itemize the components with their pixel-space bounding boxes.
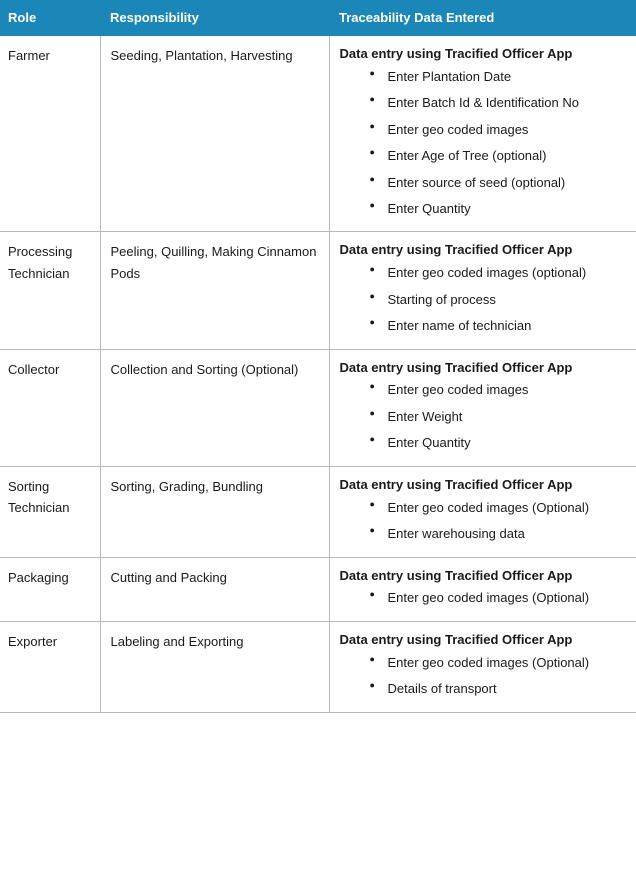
data-entry-list [340,66,631,220]
role-label: Exporter [8,633,58,649]
table-row [0,466,636,557]
cell-traceability [329,36,636,232]
table-row [0,232,636,349]
column-header-role: Role [0,0,100,36]
list-item: ● Enter geo coded images (Optional) [370,652,631,678]
data-entry-title: Data entry using Tracified Officer App [339,476,573,492]
role-label: Farmer [8,48,50,63]
cell-responsibility [100,466,329,557]
cell-role [0,557,100,621]
list-item: ● Enter geo coded images (Optional) [370,497,631,523]
list-item: ● Enter geo coded images (Optional) [370,587,631,608]
cell-role [0,349,100,466]
list-item: ● Enter name of technician [370,315,631,336]
data-entry-title: Data entry using Tracified Officer App [339,567,573,583]
table-header-row [0,0,636,36]
list-item: ● Enter Quantity [370,432,631,453]
cell-responsibility [100,557,329,621]
column-header-responsibility: Responsibility [100,0,329,36]
data-entry-list [340,379,631,453]
responsibility-label: Collection and Sorting (Optional) [110,361,299,377]
table-body [0,36,636,712]
cell-traceability [329,557,636,621]
role-label: Processing Technician [8,244,73,281]
cell-responsibility [100,36,329,232]
list-item: ● Enter Age of Tree (optional) [370,145,631,171]
cell-responsibility [100,349,329,466]
role-label: Sorting Technician [8,478,70,516]
data-entry-title: Data entry using Tracified Officer App [339,359,573,375]
data-entry-title: Data entry using Tracified Officer App [339,46,573,61]
cell-role [0,466,100,557]
list-item: ● Enter Batch Id & Identification No [370,92,631,118]
data-entry-list [340,262,631,336]
data-entry-list [340,652,631,700]
role-label: Packaging [8,569,69,585]
table-row [0,349,636,466]
responsibility-label: Sorting, Grading, Bundling [110,478,263,494]
list-item: ● Details of transport [370,678,631,699]
responsibility-label: Peeling, Quilling, Making Cinnamon Pods [110,244,317,281]
data-entry-title: Data entry using Tracified Officer App [339,242,573,258]
cell-role [0,36,100,232]
table-row [0,557,636,621]
table-row [0,36,636,232]
data-entry-list [340,587,631,608]
table-header [0,0,636,36]
role-label: Collector [8,361,60,377]
list-item: ● Enter geo coded images [370,379,631,405]
list-item: ● Enter geo coded images (optional) [370,262,631,288]
column-header-traceability: Traceability Data Entered [329,0,636,36]
data-entry-title: Data entry using Tracified Officer App [339,631,573,647]
list-item: ● Enter Weight [370,406,631,432]
list-item: ● Enter Plantation Date [370,66,631,92]
list-item: ● Enter Quantity [370,198,631,219]
responsibility-label: Labeling and Exporting [110,633,244,649]
cell-responsibility [100,621,329,712]
data-entry-list [340,497,631,545]
cell-role [0,232,100,349]
cell-traceability [329,349,636,466]
cell-traceability [329,232,636,349]
list-item: ● Enter geo coded images [370,119,631,145]
cell-responsibility [100,232,329,349]
table-row [0,621,636,712]
list-item: ● Enter source of seed (optional) [370,172,631,198]
cell-role [0,621,100,712]
responsibility-label: Seeding, Plantation, Harvesting [110,48,293,63]
list-item: ● Starting of process [370,289,631,315]
list-item: ● Enter warehousing data [370,523,631,544]
responsibility-label: Cutting and Packing [110,569,227,585]
cell-traceability [329,621,636,712]
cell-traceability [329,466,636,557]
